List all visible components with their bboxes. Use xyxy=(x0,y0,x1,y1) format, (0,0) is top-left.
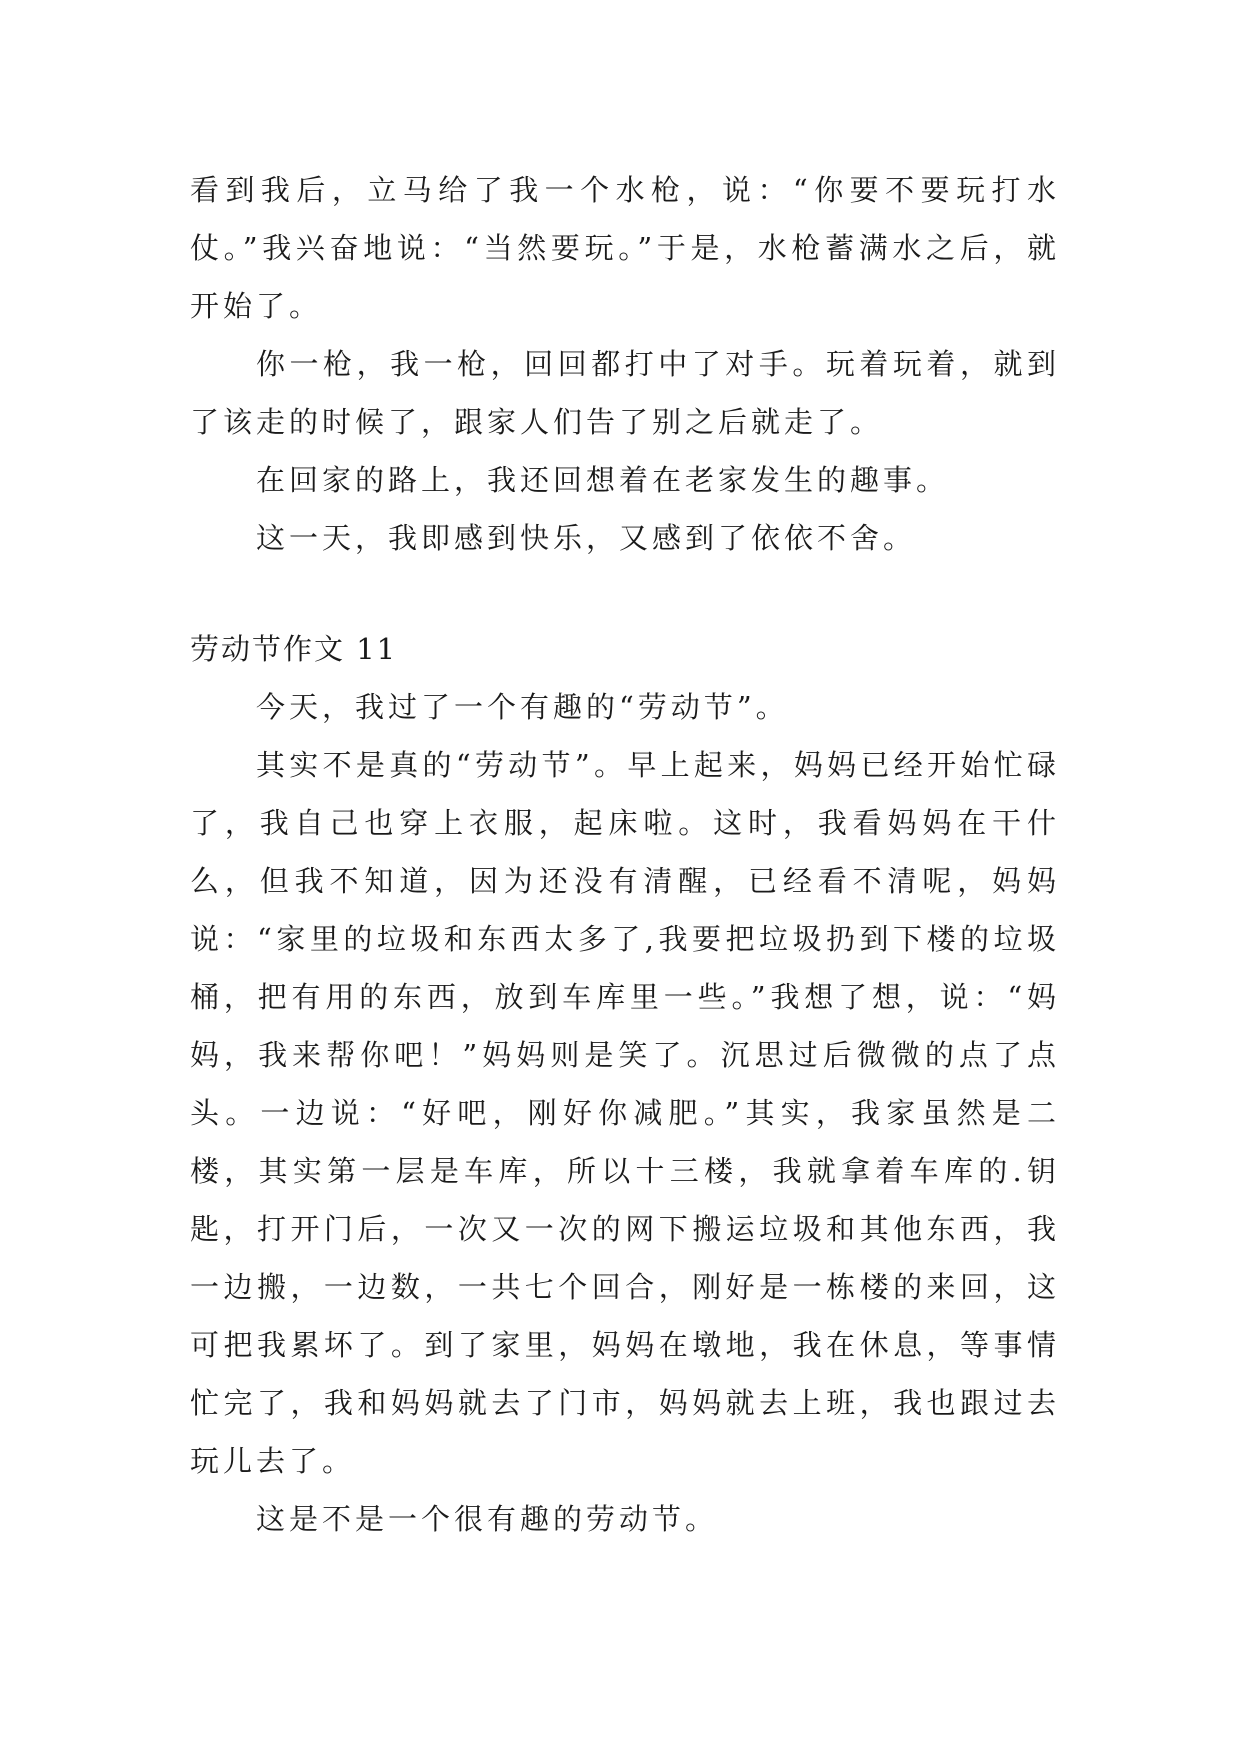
paragraph: 这一天，我即感到快乐，又感到了依依不舍。 xyxy=(256,521,917,555)
paragraph: 其实不是真的“劳动节”。早上起来，妈妈已经开始忙碌了，我自己也穿上衣服，起床啦。这时，我看妈妈在干什么，但我不知道，因为还没有清醒，已经看不清呢，妈妈说：“家里的垃圾和东西太多了,我要把垃圾扔到下楼的垃圾桶，把有用的东西，放到车库里一些。”我想了想，说：“妈妈，我来帮你吧！”妈妈则是笑了。沉思过后微微的点了点头。一边说：“好吧，刚好你减肥。”其实，我家虽然是二楼，其实第一层是车库，所以十三楼，我就拿着车库的.钥匙，打开门后，一次又一次的网下搬运垃圾和其他东西，我一边搬，一边数，一共七个回合，刚好是一栋楼的来回，这可把我累坏了。到了家里，妈妈在墩地，我在休息，等事情忙完了，我和妈妈就去了门市，妈妈就去上班，我也跟过去玩儿去了。 xyxy=(190,748,1060,1478)
paragraph: 这是不是一个很有趣的劳动节。 xyxy=(256,1502,719,1536)
essay-11 xyxy=(190,620,1060,1548)
essay-title: 劳动节作文 11 xyxy=(190,632,398,666)
paragraph: 在回家的路上，我还回想着在老家发生的趣事。 xyxy=(256,463,950,497)
paragraph: 看到我后，立马给了我一个水枪，说：“你要不要玩打水仗。”我兴奋地说：“当然要玩。”于是，水枪蓄满水之后，就开始了。 xyxy=(190,173,1060,323)
paragraph: 今天，我过了一个有趣的“劳动节”。 xyxy=(256,690,789,724)
previous-essay-ending xyxy=(190,161,1060,567)
paragraph: 你一枪，我一枪，回回都打中了对手。玩着玩着，就到了该走的时候了，跟家人们告了别之后就走了。 xyxy=(190,347,1060,439)
